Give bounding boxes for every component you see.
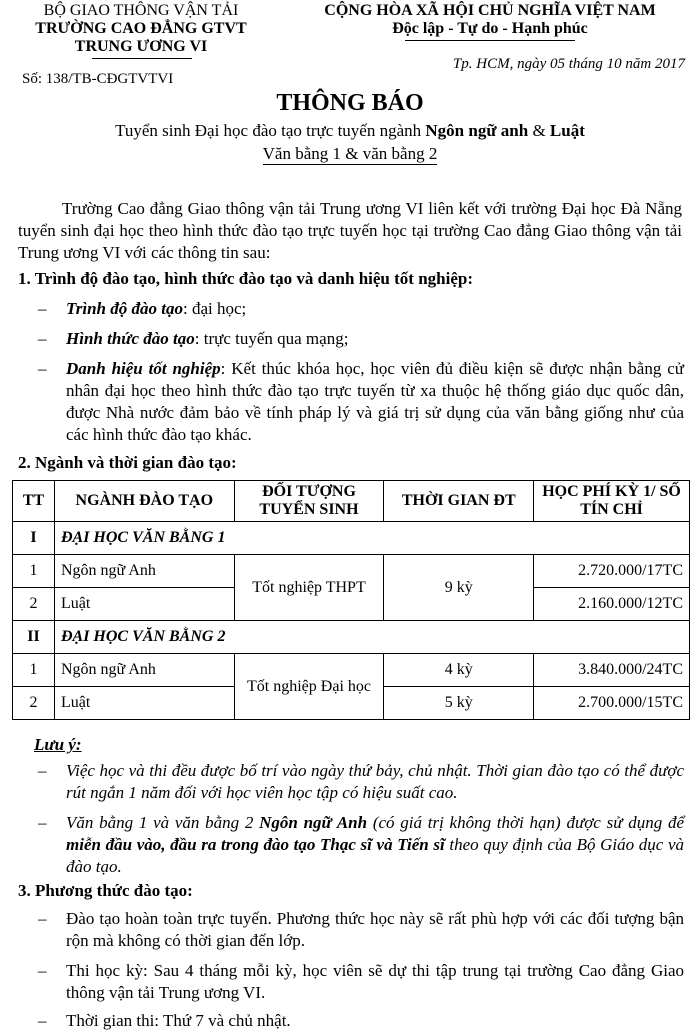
- list-item: [38, 328, 683, 350]
- item-text: Đào tạo hoàn toàn trực tuyến. Phương thức học này sẽ rất phù hợp với các đối tượng bận rộn mà không có thời gian đến lớp.: [66, 909, 684, 950]
- item-text: : trực tuyến qua mạng;: [194, 329, 349, 348]
- table-row: [13, 654, 690, 687]
- intro-paragraph: Trường Cao đẳng Giao thông vận tải Trung ương VI liên kết với trường Đại học Đà Nẵng tuyển sinh đại học theo hình thức đào tạo trực tuyến học tại trường Cao đẳng Giao thông vận tải Trung ương VI với các thông tin sau:: [18, 199, 682, 262]
- row-tt: 2: [13, 588, 55, 621]
- list-item: [38, 298, 683, 320]
- row-target: Tốt nghiệp THPT: [234, 555, 384, 621]
- item-label: Trình độ đào tạo: [66, 299, 183, 318]
- item-text: : Kết thúc khóa học, học viên đủ điều kiện sẽ được nhận bằng cử nhân đại học theo hình thức đào tạo trực tuyến từ xa thuộc hệ thống giáo dục quốc dân, được Nhà nước đảm bảo về tính pháp lý và giá trị sử dụng của văn bằng giống như của các hình thức đào tạo khác.: [66, 359, 684, 444]
- dash-marker: –: [38, 813, 47, 832]
- group-name: ĐẠI HỌC VĂN BẰNG 1: [54, 522, 689, 555]
- item-text: Thời gian thi: Thứ 7 và chủ nhật.: [66, 1011, 291, 1030]
- dash-marker: –: [38, 909, 47, 928]
- row-duration: 4 kỳ: [384, 654, 534, 687]
- item-text: : đại học;: [182, 299, 247, 318]
- document-number: Số: 138/TB-CĐGTVTVI: [22, 71, 174, 87]
- col-header: NGÀNH ĐÀO TẠO: [54, 481, 234, 522]
- row-target: Tốt nghiệp Đại học: [234, 654, 384, 720]
- dash-marker: –: [38, 961, 47, 980]
- note2-emph: miễn đầu vào, đầu ra trong đào tạo Thạc sĩ và Tiến sĩ: [66, 835, 445, 854]
- note2-part: theo quy định của Bộ Giáo dục và đào tạo.: [66, 835, 685, 876]
- section1-heading: 1. Trình độ đào tạo, hình thức đào tạo và danh hiệu tốt nghiệp:: [18, 269, 473, 288]
- row-tt: 2: [13, 687, 55, 720]
- col-header: THỜI GIAN ĐT: [384, 481, 534, 522]
- issuer-underline: [92, 58, 192, 59]
- item-label: Hình thức đào tạo: [66, 329, 195, 348]
- national-heading: [290, 2, 690, 38]
- document-subtitle-line2: [0, 143, 700, 165]
- group-code: II: [13, 621, 55, 654]
- row-fee: 2.700.000/15TC: [534, 687, 690, 720]
- row-fee: 3.840.000/24TC: [534, 654, 690, 687]
- row-major: Luật: [54, 687, 234, 720]
- row-duration: 5 kỳ: [384, 687, 534, 720]
- col-header: TT: [13, 481, 55, 522]
- row-major: Ngôn ngữ Anh: [54, 654, 234, 687]
- note-label: Lưu ý:: [34, 735, 82, 754]
- note-text: Việc học và thi đều được bố trí vào ngày thứ bảy, chủ nhật. Thời gian đào tạo có thể được rút ngắn 1 năm đối với học viên học tập có hiệu suất cao.: [66, 761, 684, 802]
- dash-marker: –: [38, 299, 47, 318]
- table-row: [13, 555, 690, 588]
- row-major: Luật: [54, 588, 234, 621]
- issue-date: Tp. HCM, ngày 05 tháng 10 năm 2017: [452, 56, 685, 72]
- subtitle-major-law: Luật: [549, 121, 585, 140]
- note2-part: Văn bằng 1 và văn bằng 2: [66, 813, 260, 832]
- row-fee: 2.160.000/12TC: [534, 588, 690, 621]
- dash-marker: –: [38, 359, 47, 378]
- dash-marker: –: [38, 329, 47, 348]
- note-item: [38, 760, 683, 804]
- dash-marker: –: [38, 761, 47, 780]
- col-header: HỌC PHÍ KỲ 1/ SỐ TÍN CHỈ: [534, 481, 690, 522]
- row-tt: 1: [13, 555, 55, 588]
- school-name-line2: TRUNG ƯƠNG VI: [74, 38, 208, 55]
- row-tt: 1: [13, 654, 55, 687]
- table-header-row: [13, 481, 690, 522]
- list-item: [38, 358, 683, 446]
- list-item: [38, 1010, 683, 1032]
- document-subtitle: [0, 120, 700, 142]
- table-group-row: [13, 621, 690, 654]
- school-name-line1: TRƯỜNG CAO ĐẲNG GTVT: [35, 20, 247, 37]
- motto-underline: [405, 40, 575, 41]
- row-fee: 2.720.000/17TC: [534, 555, 690, 588]
- issuer-block: [10, 2, 272, 56]
- subtitle-amp: &: [528, 121, 550, 140]
- document-title: THÔNG BÁO: [276, 90, 424, 116]
- item-label: Danh hiệu tốt nghiệp: [66, 359, 221, 378]
- row-duration: 9 kỳ: [384, 555, 534, 621]
- group-name: ĐẠI HỌC VĂN BẰNG 2: [54, 621, 689, 654]
- row-major: Ngôn ngữ Anh: [54, 555, 234, 588]
- national-motto: Độc lập - Tự do - Hạnh phúc: [392, 20, 588, 37]
- nation-name: CỘNG HÒA XÃ HỘI CHỦ NGHĨA VIỆT NAM: [324, 2, 656, 19]
- list-item: [38, 908, 683, 952]
- note2-emph: Ngôn ngữ Anh: [259, 813, 368, 832]
- col-header: ĐỐI TƯỢNG TUYỂN SINH: [234, 481, 384, 522]
- subtitle-major-english: Ngôn ngữ anh: [425, 121, 529, 140]
- item-text: Thi học kỳ: Sau 4 tháng mỗi kỳ, học viên sẽ dự thi tập trung tại trường Cao đẳng Giao thông vận tải Trung ương VI.: [66, 961, 684, 1002]
- subtitle-degree: Văn bằng 1 & văn bằng 2: [262, 144, 438, 163]
- dash-marker: –: [38, 1011, 47, 1030]
- section3-heading: 3. Phương thức đào tạo:: [18, 881, 193, 900]
- group-code: I: [13, 522, 55, 555]
- subtitle-prefix: Tuyển sinh Đại học đào tạo trực tuyến ngành: [115, 121, 426, 140]
- note2-part: (có giá trị không thời hạn) được sử dụng để: [367, 813, 684, 832]
- note-item: [38, 812, 683, 878]
- section2-heading: 2. Ngành và thời gian đào tạo:: [18, 453, 237, 472]
- table-group-row: [13, 522, 690, 555]
- ministry-name: BỘ GIAO THÔNG VẬN TẢI: [43, 2, 239, 19]
- list-item: [38, 960, 683, 1004]
- programs-table: [12, 480, 690, 720]
